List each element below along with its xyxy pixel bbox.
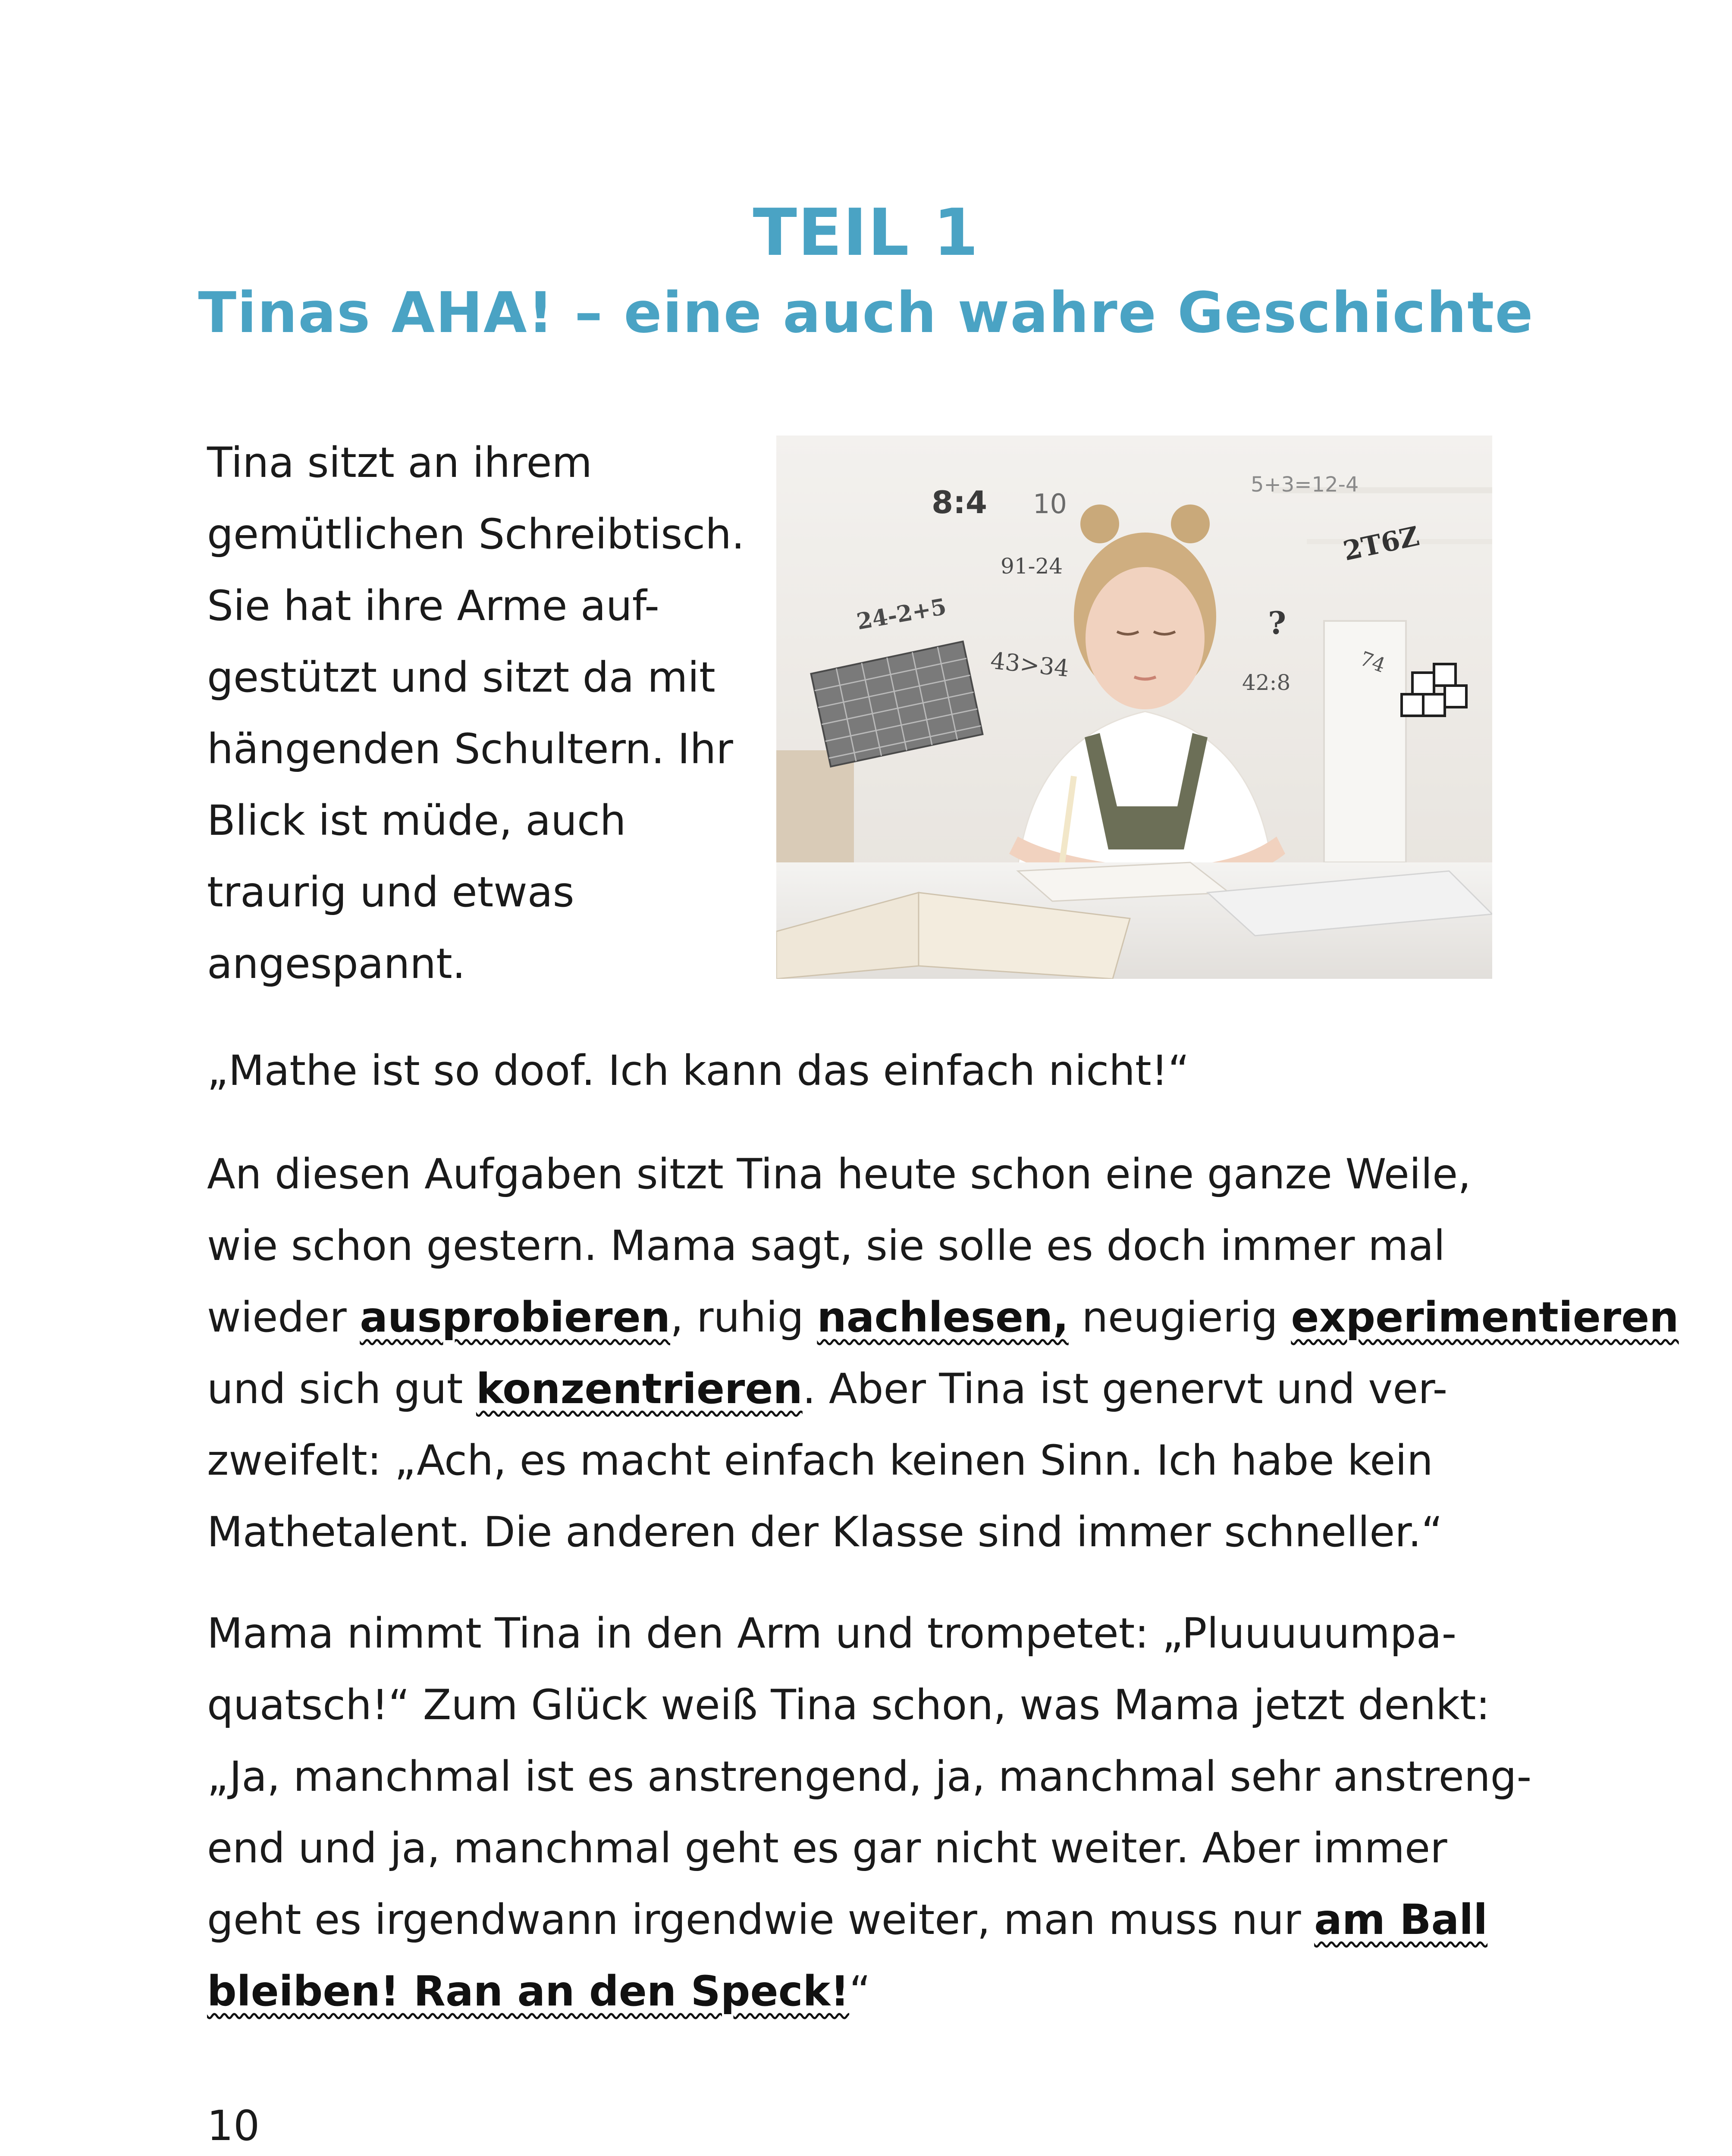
intro-line: Sie hat ihre Arme auf- (207, 582, 659, 630)
photo-chair (776, 750, 854, 862)
paragraph-line: zweifelt: „Ach, es macht einfach keinen Sinn. Ich habe kein (207, 1436, 1433, 1485)
paragraph-line (207, 1353, 1527, 1425)
tina-quote (207, 1035, 1527, 1106)
girl-doing-math-photo (776, 436, 1492, 979)
paragraph-2 (207, 1138, 1679, 1568)
intro-line: hängenden Schultern. Ihr (207, 725, 733, 773)
paragraph-line (207, 1282, 1679, 1353)
intro-line: gemütlichen Schreibtisch. (207, 510, 745, 558)
intro-line: gestützt und sitzt da mit (207, 653, 715, 702)
intro-line: Blick ist müde, auch (207, 796, 626, 845)
keyword-konzentrieren: konzentrieren (476, 1365, 803, 1413)
text-fragment: , ruhig (670, 1293, 817, 1341)
paragraph-line: wie schon gestern. Mama sagt, sie solle es doch immer mal (207, 1222, 1445, 1270)
paragraph-line: An diesen Aufgaben sitzt Tina heute schon eine ganze Weile, (207, 1150, 1471, 1198)
keyword-ausprobieren: ausprobieren (360, 1293, 671, 1341)
paragraph-line: quatsch!“ Zum Glück weiß Tina schon, was Mama jetzt denkt: (207, 1681, 1490, 1729)
math-overlay: ? (1268, 605, 1286, 641)
paragraph-line (207, 1955, 1527, 2027)
keyword-nachlesen: nachlesen, (817, 1293, 1069, 1341)
keyword-am-ball: am Ball (1314, 1896, 1488, 1944)
math-overlay: 8:4 (932, 484, 987, 520)
math-overlay: 5+3=12-4 (1251, 473, 1359, 497)
paragraph-line: Mama nimmt Tina in den Arm und trompetet: „Pluuuuumpa- (207, 1609, 1457, 1658)
math-overlay: 24-2+5 (854, 593, 948, 635)
text-fragment: und sich gut (207, 1365, 476, 1413)
paragraph-line: end und ja, manchmal geht es gar nicht weiter. Aber immer (207, 1824, 1447, 1872)
paragraph-line: Mathetalent. Die anderen der Klasse sind immer schneller.“ (207, 1508, 1443, 1556)
face (1086, 567, 1205, 709)
paragraph-line: „Ja, manchmal ist es anstrengend, ja, manchmal sehr anstreng- (207, 1752, 1532, 1801)
intro-line: Tina sitzt an ihrem (207, 439, 593, 487)
intro-line: angespannt. (207, 940, 466, 988)
quote-line: „Mathe ist so doof. Ich kann das einfach nicht!“ (207, 1047, 1189, 1095)
hair-bun-left (1080, 505, 1119, 543)
text-fragment: wieder (207, 1293, 360, 1341)
cubes-icon (1402, 664, 1466, 716)
math-overlay: 10 (1033, 488, 1067, 520)
math-overlay: 43>34 (989, 647, 1070, 683)
math-overlay: 42:8 (1242, 670, 1291, 695)
intro-paragraph (207, 427, 746, 1000)
hair-bun-right (1171, 505, 1210, 543)
keyword-ran-an-den-speck: bleiben! Ran an den Speck! (207, 1967, 850, 2015)
math-overlay: 2T6Z (1340, 520, 1422, 567)
chapter-title: Tinas AHA! – eine auch wahre Geschichte (198, 280, 1534, 345)
paragraph-line (207, 1884, 1527, 1955)
paragraph-3 (207, 1598, 1532, 2027)
chapter-part-label: TEIL 1 (753, 195, 979, 270)
intro-line: traurig und etwas (207, 868, 574, 916)
keyword-experimentieren: experimentieren (1291, 1293, 1679, 1341)
text-fragment: “ (849, 1967, 871, 2015)
text-fragment: neugierig (1068, 1293, 1291, 1341)
text-fragment: . Aber Tina ist genervt und ver- (802, 1365, 1448, 1413)
page-number: 10 (207, 2102, 260, 2150)
math-overlay: 91-24 (1001, 554, 1063, 579)
math-overlay: 74 (1357, 646, 1389, 677)
text-fragment: geht es irgendwann irgendwie weiter, man muss nur (207, 1896, 1315, 1944)
